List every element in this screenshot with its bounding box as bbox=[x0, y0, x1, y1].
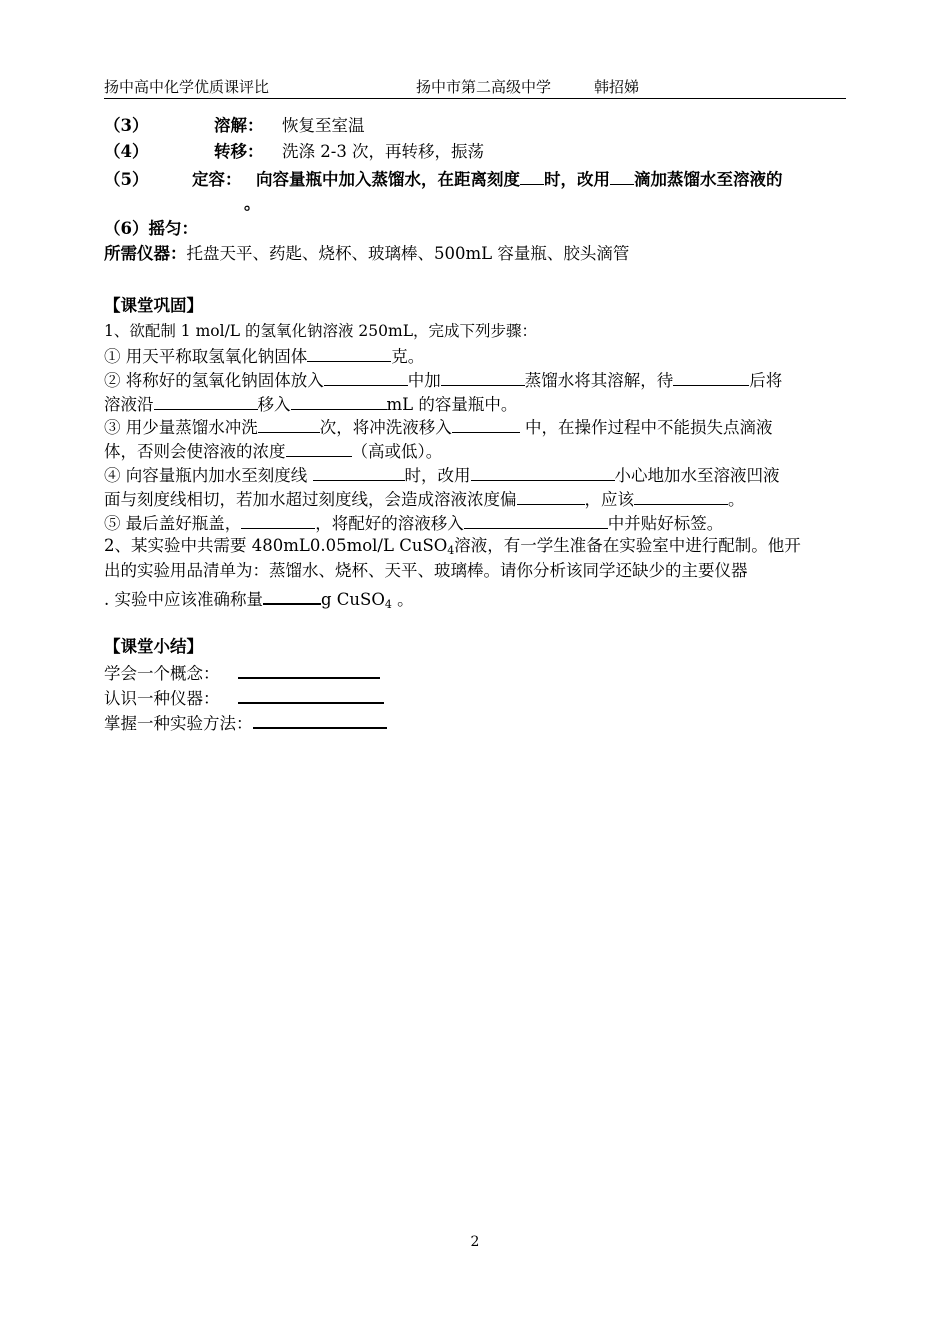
summary-item-1: 学会一个概念： bbox=[104, 660, 380, 685]
q2-line3: . 实验中应该准确称量 g CuSO$_4$ 。 bbox=[104, 586, 414, 616]
blank[interactable] bbox=[286, 439, 352, 457]
blank[interactable] bbox=[291, 392, 387, 410]
blank[interactable] bbox=[634, 487, 728, 505]
blank[interactable] bbox=[610, 167, 634, 185]
header-center: 扬中市第二高级中学 bbox=[416, 78, 552, 96]
q1-step3: ③ 用少量蒸馏水冲洗 次，将冲洗液移入 中，在操作过程中不能损失点滴液 bbox=[104, 415, 773, 439]
blank[interactable] bbox=[452, 415, 520, 433]
page-header bbox=[104, 76, 846, 99]
q1-step4: ④ 向容量瓶内加水至刻度线 时，改用 小心地加水至溶液凹液 bbox=[104, 463, 780, 487]
blank[interactable] bbox=[464, 511, 608, 529]
blank[interactable] bbox=[520, 167, 544, 185]
instruments-line: 所需仪器：托盘天平、药匙、烧杯、玻璃棒、500mL 容量瓶、胶头滴管 bbox=[104, 244, 630, 263]
step-3: （3） 溶解： 恢复至室温 bbox=[104, 116, 365, 135]
page-number: 2 bbox=[470, 1234, 480, 1250]
header-author: 韩招娣 bbox=[594, 78, 640, 96]
summary-heading: 【课堂小结】 bbox=[104, 637, 203, 656]
blank[interactable] bbox=[241, 511, 315, 529]
blank[interactable] bbox=[258, 415, 320, 433]
summary-item-3: 掌握一种实验方法： bbox=[104, 710, 387, 735]
blank[interactable] bbox=[307, 344, 391, 362]
q2-line1: 2、某实验中共需要 480mL0.05mol/L CuSO$_4$溶液，有一学生准备在实验室中进行配制。他开 bbox=[104, 536, 801, 557]
q1-step5: ⑤ 最后盖好瓶盖， ，将配好的溶液移入 中并贴好标签。 bbox=[104, 511, 723, 535]
blank[interactable] bbox=[253, 710, 387, 729]
q1-step4-cont: 面与刻度线相切，若加水超过刻度线，会造成溶液浓度偏 ，应该 。 bbox=[104, 487, 745, 511]
step-5: （5） 定容： 向容量瓶中加入蒸馏水，在距离刻度 时，改用 滴加蒸馏水至溶液的 bbox=[104, 167, 783, 191]
blank[interactable] bbox=[154, 392, 258, 410]
blank[interactable] bbox=[238, 685, 384, 704]
blank[interactable] bbox=[324, 368, 408, 386]
blank[interactable] bbox=[517, 487, 585, 505]
step-6: （6）摇匀： bbox=[104, 219, 198, 238]
q1-step1: ① 用天平称取氢氧化钠固体 克。 bbox=[104, 344, 424, 368]
header-left: 扬中高中化学优质课评比 bbox=[104, 78, 270, 96]
consolidation-heading: 【课堂巩固】 bbox=[104, 296, 203, 315]
step-4: （4） 转移： 洗涤 2-3 次，再转移，振荡 bbox=[104, 142, 485, 161]
blank[interactable] bbox=[238, 660, 380, 679]
blank[interactable] bbox=[441, 368, 525, 386]
q1-step2-cont: 溶液沿 移入 mL 的容量瓶中。 bbox=[104, 392, 517, 416]
blank[interactable] bbox=[471, 463, 615, 481]
blank[interactable] bbox=[673, 368, 749, 386]
blank[interactable] bbox=[263, 586, 321, 605]
blank[interactable] bbox=[313, 463, 405, 481]
step-5-end: 。 bbox=[244, 194, 261, 213]
q1-step2: ② 将称好的氢氧化钠固体放入 中加 蒸馏水将其溶解，待 后将 bbox=[104, 368, 782, 392]
q1-step3-cont: 体，否则会使溶液的浓度 （高或低）。 bbox=[104, 439, 442, 463]
q2-line2: 出的实验用品清单为：蒸馏水、烧杯、天平、玻璃棒。请你分析该同学还缺少的主要仪器 bbox=[104, 561, 748, 580]
summary-item-2: 认识一种仪器： bbox=[104, 685, 384, 710]
q1-intro: 1、欲配制 1 mol/L 的氢氧化钠溶液 250mL，完成下列步骤： bbox=[104, 322, 538, 340]
